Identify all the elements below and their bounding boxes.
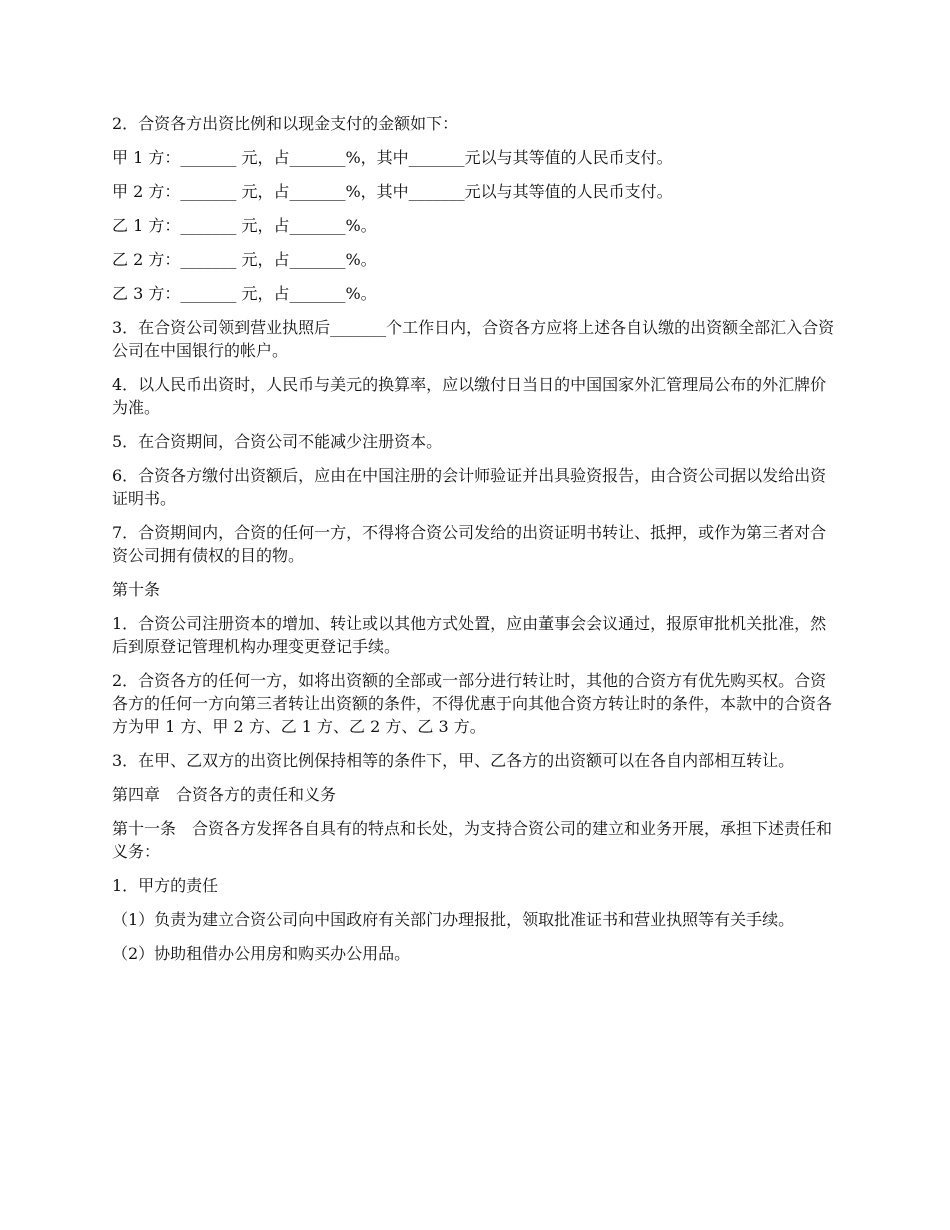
- paragraph-duty-1: （1）负责为建立合资公司向中国政府有关部门办理报批，领取批准证书和营业执照等有关手续。: [112, 910, 795, 929]
- paragraph-party-a2: 甲 2 方：_______ 元，占_______%，其中_______元以与其等值的人民币支付。: [112, 182, 673, 201]
- paragraph-art10-item-2: 2．合资各方的任何一方，如将出资额的全部或一部分进行转让时，其他的合资方有优先购买权。合资各方的任何一方向第三者转让出资额的条件，不得优惠于向其他合资方转让时的条件，本款中的合资各方为甲 1 方、甲 2 方、乙 1 方、乙 2 方、乙 3 方。: [112, 671, 833, 736]
- document-body: [112, 112, 840, 976]
- paragraph-item-3-deposit: 3．在合资公司领到营业执照后_______个工作日内，合资各方应将上述各自认缴的出资额全部汇入合资公司在中国银行的帐户。: [112, 318, 835, 360]
- article-heading-10: 第十条: [112, 580, 161, 599]
- paragraph-item-5-capital: 5．在合资期间，合资公司不能减少注册资本。: [112, 432, 443, 451]
- paragraph-party-b3: 乙 3 方：_______ 元，占_______%。: [112, 284, 377, 303]
- paragraph-party-a1: 甲 1 方：_______ 元，占_______%，其中_______元以与其等值的人民币支付。: [112, 148, 673, 167]
- paragraph-item-4-exchange-rate: 4．以人民币出资时，人民币与美元的换算率，应以缴付日当日的中国国家外汇管理局公布的外汇牌价为准。: [112, 375, 827, 417]
- paragraph-item-6-verification: 6．合资各方缴付出资额后，应由在中国注册的会计师验证并出具验资报告，由合资公司据以发给出资证明书。: [112, 466, 827, 508]
- paragraph-duty-2: （2）协助租借办公用房和购买办公用品。: [112, 944, 411, 963]
- article-heading-11: 第十一条 合资各方发挥各自具有的特点和长处，为支持合资公司的建立和业务开展，承担下述责任和义务：: [112, 819, 833, 861]
- chapter-heading-4: 第四章 合资各方的责任和义务: [112, 785, 337, 804]
- paragraph-art10-item-3: 3．在甲、乙双方的出资比例保持相等的条件下，甲、乙各方的出资额可以在各自内部相互转让。: [112, 751, 795, 770]
- paragraph-party-a-duties: 1．甲方的责任: [112, 876, 219, 895]
- paragraph-party-b1: 乙 1 方：_______ 元，占_______%。: [112, 216, 377, 235]
- paragraph-art10-item-1: 1．合资公司注册资本的增加、转让或以其他方式处置，应由董事会会议通过，报原审批机关批准，然后到原登记管理机构办理变更登记手续。: [112, 614, 827, 656]
- paragraph-contribution-intro: 2．合资各方出资比例和以现金支付的金额如下：: [112, 114, 459, 133]
- paragraph-item-7-certificate: 7．合资期间内，合资的任何一方，不得将合资公司发给的出资证明书转让、抵押，或作为第三者对合资公司拥有债权的目的物。: [112, 523, 827, 565]
- paragraph-party-b2: 乙 2 方：_______ 元，占_______%。: [112, 250, 377, 269]
